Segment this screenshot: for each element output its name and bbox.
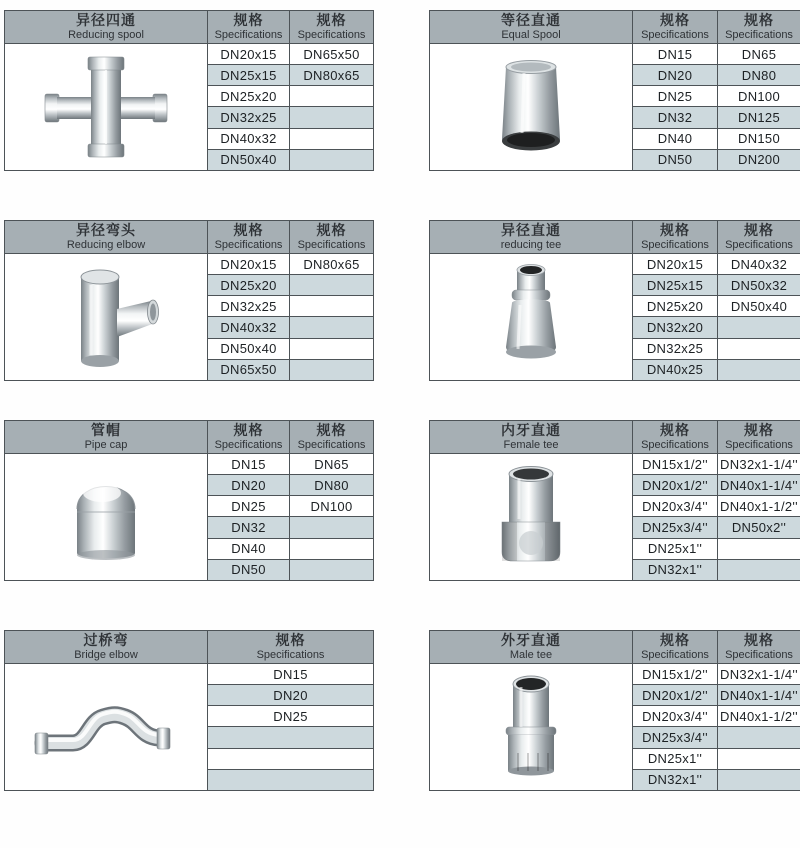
spec-cell [208,770,374,791]
spec-cell: DN25 [633,86,718,107]
spec-cell: DN100 [290,496,374,517]
spec-header-cn: 规格 [233,11,264,28]
product-photo-pipe-cap [5,454,208,581]
spec-cell: DN50x32 [718,275,800,296]
spec-cell [718,360,800,381]
spec-header-en: Specifications [297,29,366,42]
spec-cell: DN65 [718,44,800,65]
spec-cell: DN25x20 [208,86,290,107]
spec-header-cn: 规格 [233,221,264,238]
spec-header [290,421,374,454]
spec-header [718,421,800,454]
spec-cell: DN20x15 [208,44,290,65]
spec-cell: DN32x25 [208,296,290,317]
spec-cell [718,727,800,748]
spec-header [718,631,800,664]
spec-header-en: Specifications [297,239,366,252]
spec-cell [290,129,374,150]
spec-cell: DN20x3/4'' [633,706,718,727]
spec-cell: DN50x40 [208,150,290,171]
spec-cell: DN40x25 [633,360,718,381]
spec-cell: DN125 [718,107,800,128]
spec-cell: DN15x1/2'' [633,664,718,685]
spec-cell [290,539,374,560]
spec-cell: DN25x3/4'' [633,727,718,748]
spec-cell: DN25 [208,706,374,727]
spec-cell: DN32x1-1/4'' [718,454,800,475]
table-title-en: Male tee [509,649,553,662]
spec-header-en: Specifications [214,239,283,252]
table-title-en: Female tee [503,439,559,452]
spec-cell [208,749,374,770]
spec-cell: DN25x20 [633,296,718,317]
spec-cell: DN25x15 [633,275,718,296]
product-photo-reducing-spool [5,44,208,171]
spec-cell: DN32 [633,107,718,128]
spec-cell: DN50x40 [718,296,800,317]
spec-header-en: Specifications [297,439,366,452]
spec-header-en: Specifications [641,439,709,452]
spec-cell [290,296,374,317]
spec-cell: DN80x65 [290,254,374,275]
pipe-cap-table [4,420,374,581]
table-title-cn: 异径弯头 [76,221,136,238]
spec-cell [718,339,800,360]
spec-cell: DN65 [290,454,374,475]
spec-cell [290,360,374,381]
female-tee-table [429,420,800,581]
table-title [430,11,633,44]
spec-cell: DN25 [208,496,290,517]
spec-cell [290,275,374,296]
table-title-cn: 过桥弯 [83,631,129,648]
spec-cell: DN40x32 [208,129,290,150]
spec-cell: DN20x15 [208,254,290,275]
spec-cell: DN40x1-1/4'' [718,685,800,706]
spec-header-cn: 规格 [660,421,690,438]
spec-cell [718,539,800,560]
spec-cell: DN40x1-1/2'' [718,496,800,517]
table-title-en: Pipe cap [84,439,128,452]
spec-header [208,11,290,44]
spec-cell [290,560,374,581]
spec-header-en: Specifications [214,29,283,42]
spec-cell: DN25x1'' [633,749,718,770]
spec-cell: DN40 [208,539,290,560]
spec-header [633,221,718,254]
table-title-en: reducing tee [500,239,562,252]
spec-cell [290,150,374,171]
table-title-en: Reducing elbow [66,239,146,252]
spec-cell: DN40x32 [718,254,800,275]
spec-cell: DN20 [208,685,374,706]
spec-header [290,221,374,254]
spec-header [633,11,718,44]
spec-cell: DN15 [208,664,374,685]
spec-header-en: Specifications [214,439,283,452]
product-photo-reducing-tee [430,254,633,381]
spec-cell: DN20x15 [633,254,718,275]
table-title-cn: 内牙直通 [501,421,561,438]
spec-header-cn: 规格 [660,631,690,648]
spec-cell: DN32x25 [633,339,718,360]
spec-header-cn: 规格 [660,11,690,28]
spec-cell: DN65x50 [208,360,290,381]
spec-cell [290,86,374,107]
spec-cell: DN40x32 [208,317,290,338]
spec-cell [718,317,800,338]
spec-cell: DN80 [290,475,374,496]
spec-header [633,631,718,664]
table-title-en: Equal Spool [501,29,561,42]
table-title [5,421,208,454]
reducing-tee-table [429,220,800,381]
spec-header-cn: 规格 [744,11,774,28]
spec-cell [290,317,374,338]
spec-cell: DN20 [633,65,718,86]
spec-cell: DN20x3/4'' [633,496,718,517]
spec-cell: DN50x40 [208,339,290,360]
spec-cell: DN150 [718,129,800,150]
spec-header [718,221,800,254]
table-title [5,631,208,664]
spec-cell: DN40x1-1/2'' [718,706,800,727]
product-photo-reducing-elbow [5,254,208,381]
spec-header [718,11,800,44]
spec-cell: DN50x2'' [718,517,800,538]
male-tee-table [429,630,800,791]
product-photo-equal-spool [430,44,633,171]
spec-cell [290,517,374,538]
spec-header [633,421,718,454]
spec-header-cn: 规格 [275,631,306,648]
table-title-en: Bridge elbow [74,649,138,662]
spec-cell: DN200 [718,150,800,171]
spec-cell: DN65x50 [290,44,374,65]
spec-header-en: Specifications [725,439,793,452]
spec-header-cn: 规格 [660,221,690,238]
spec-cell [718,749,800,770]
spec-cell: DN25x15 [208,65,290,86]
spec-header [290,11,374,44]
table-title-cn: 管帽 [91,421,121,438]
spec-header-cn: 规格 [744,631,774,648]
spec-header [208,631,374,664]
spec-header-en: Specifications [725,239,793,252]
spec-header-en: Specifications [641,29,709,42]
spec-cell: DN50 [633,150,718,171]
reducing-spool-table [4,10,374,171]
spec-cell: DN32 [208,517,290,538]
spec-header-en: Specifications [641,239,709,252]
spec-cell: DN25x20 [208,275,290,296]
product-photo-female-tee [430,454,633,581]
spec-cell: DN20x1/2'' [633,475,718,496]
spec-cell [290,339,374,360]
table-title [430,221,633,254]
spec-cell: DN20x1/2'' [633,685,718,706]
bridge-elbow-table [4,630,374,791]
product-photo-bridge-elbow [5,664,208,791]
spec-header-cn: 规格 [233,421,264,438]
spec-header-cn: 规格 [744,421,774,438]
spec-cell [208,727,374,748]
spec-cell: DN80 [718,65,800,86]
spec-cell: DN32x25 [208,107,290,128]
spec-header-en: Specifications [725,649,793,662]
spec-header-cn: 规格 [316,221,347,238]
table-title [430,631,633,664]
spec-cell [718,560,800,581]
table-title [5,11,208,44]
spec-cell: DN100 [718,86,800,107]
spec-cell: DN20 [208,475,290,496]
spec-header-cn: 规格 [316,421,347,438]
spec-header [208,221,290,254]
spec-header-en: Specifications [641,649,709,662]
spec-header-cn: 规格 [744,221,774,238]
spec-cell: DN15 [208,454,290,475]
table-title [5,221,208,254]
table-title-en: Reducing spool [68,29,144,42]
spec-cell: DN80x65 [290,65,374,86]
spec-header-en: Specifications [256,649,325,662]
spec-cell: DN25x3/4'' [633,517,718,538]
spec-cell: DN50 [208,560,290,581]
spec-cell [718,770,800,791]
spec-header-en: Specifications [725,29,793,42]
spec-header [208,421,290,454]
spec-header-cn: 规格 [316,11,347,28]
equal-spool-table [429,10,800,171]
spec-cell: DN40 [633,129,718,150]
table-title [430,421,633,454]
spec-cell: DN40x1-1/4'' [718,475,800,496]
spec-cell [290,107,374,128]
spec-cell: DN25x1'' [633,539,718,560]
spec-cell: DN32x1'' [633,560,718,581]
spec-cell: DN15x1/2'' [633,454,718,475]
table-title-cn: 异径直通 [501,221,561,238]
table-title-cn: 等径直通 [501,11,561,28]
table-title-cn: 异径四通 [76,11,136,28]
spec-cell: DN32x20 [633,317,718,338]
spec-cell: DN32x1-1/4'' [718,664,800,685]
spec-cell: DN15 [633,44,718,65]
product-photo-male-tee [430,664,633,791]
spec-cell: DN32x1'' [633,770,718,791]
table-title-cn: 外牙直通 [501,631,561,648]
reducing-elbow-table [4,220,374,381]
